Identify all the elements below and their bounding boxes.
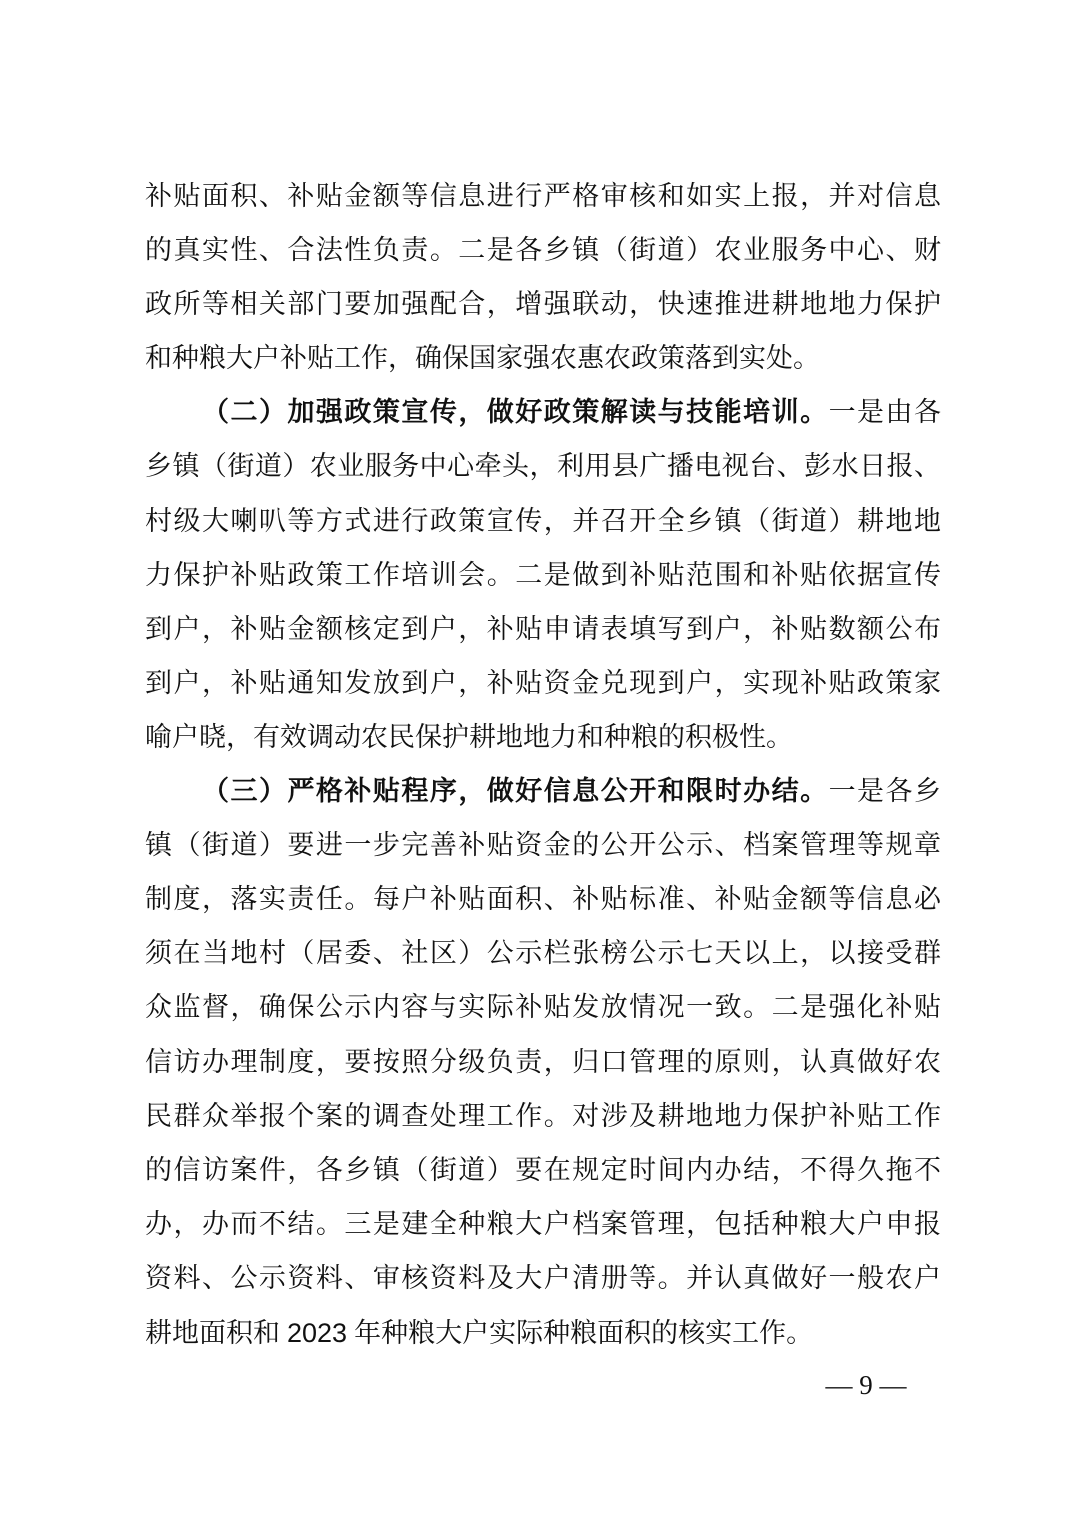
text-line: 办，办而不结。三是建全种粮大户档案管理，包括种粮大户申报: [145, 1208, 941, 1240]
text-line: 镇（街道）要进一步完善补贴资金的公开公示、档案管理等规章: [145, 830, 941, 862]
text-span: 耕地面积和: [145, 1317, 280, 1349]
text-line: 到户，补贴金额核定到户，补贴申请表填写到户，补贴数额公布: [145, 613, 941, 645]
heading-line: [145, 386, 941, 440]
text-line: 补贴面积、补贴金额等信息进行严格审核和如实上报，并对信息: [145, 181, 941, 212]
section-heading: （二）加强政策宣传，做好政策解读与技能培训。: [202, 397, 829, 429]
text-line: 的真实性、合法性负责。二是各乡镇（街道）农业服务中心、财: [145, 235, 941, 267]
text-line: [145, 1306, 941, 1360]
text-line: 到户，补贴通知发放到户，补贴资金兑现到户，实现补贴政策家: [145, 667, 941, 699]
text-line: 村级大喇叭等方式进行政策宣传，并召开全乡镇（街道）耕地地: [145, 505, 941, 537]
paragraph-1: [145, 170, 941, 386]
text-line: 须在当地村（居委、社区）公示栏张榜公示七天以上，以接受群: [145, 938, 941, 970]
text-line: 民群众举报个案的调查处理工作。对涉及耕地地力保护补贴工作: [145, 1100, 941, 1132]
text-line: 的信访案件，各乡镇（街道）要在规定时间内办结，不得久拖不: [145, 1154, 941, 1186]
text-line: 信访办理制度，要按照分级负责，归口管理的原则，认真做好农: [145, 1046, 941, 1078]
text-line: 喻户晓，有效调动农民保护耕地地力和种粮的积极性。: [145, 721, 793, 753]
section-heading: （三）严格补贴程序，做好信息公开和限时办结。: [202, 776, 829, 808]
text-span: 一是由各: [828, 397, 941, 429]
paragraph-2: [145, 386, 941, 765]
heading-line: [145, 765, 941, 819]
text-span: 一是各乡: [828, 776, 941, 808]
year-number: 2023: [287, 1317, 348, 1348]
body-text: [145, 170, 941, 1360]
text-line: 力保护补贴政策工作培训会。二是做到补贴范围和补贴依据宣传: [145, 559, 941, 591]
text-line: 制度，落实责任。每户补贴面积、补贴标准、补贴金额等信息必: [145, 884, 941, 916]
text-span: 年种粮大户实际种粮面积的核实工作。: [354, 1317, 814, 1349]
page-number: — 9 —: [825, 1370, 907, 1400]
text-line: 众监督，确保公示内容与实际补贴发放情况一致。二是强化补贴: [145, 992, 941, 1024]
text-line: 资料、公示资料、审核资料及大户清册等。并认真做好一般农户: [145, 1262, 941, 1294]
text-line: 政所等相关部门要加强配合，增强联动，快速推进耕地地力保护: [145, 289, 941, 321]
text-line: 乡镇（街道）农业服务中心牵头，利用县广播电视台、彭水日报、: [145, 451, 941, 483]
text-line: 和种粮大户补贴工作，确保国家强农惠农政策落到实处。: [145, 343, 820, 375]
paragraph-3: [145, 765, 941, 1360]
